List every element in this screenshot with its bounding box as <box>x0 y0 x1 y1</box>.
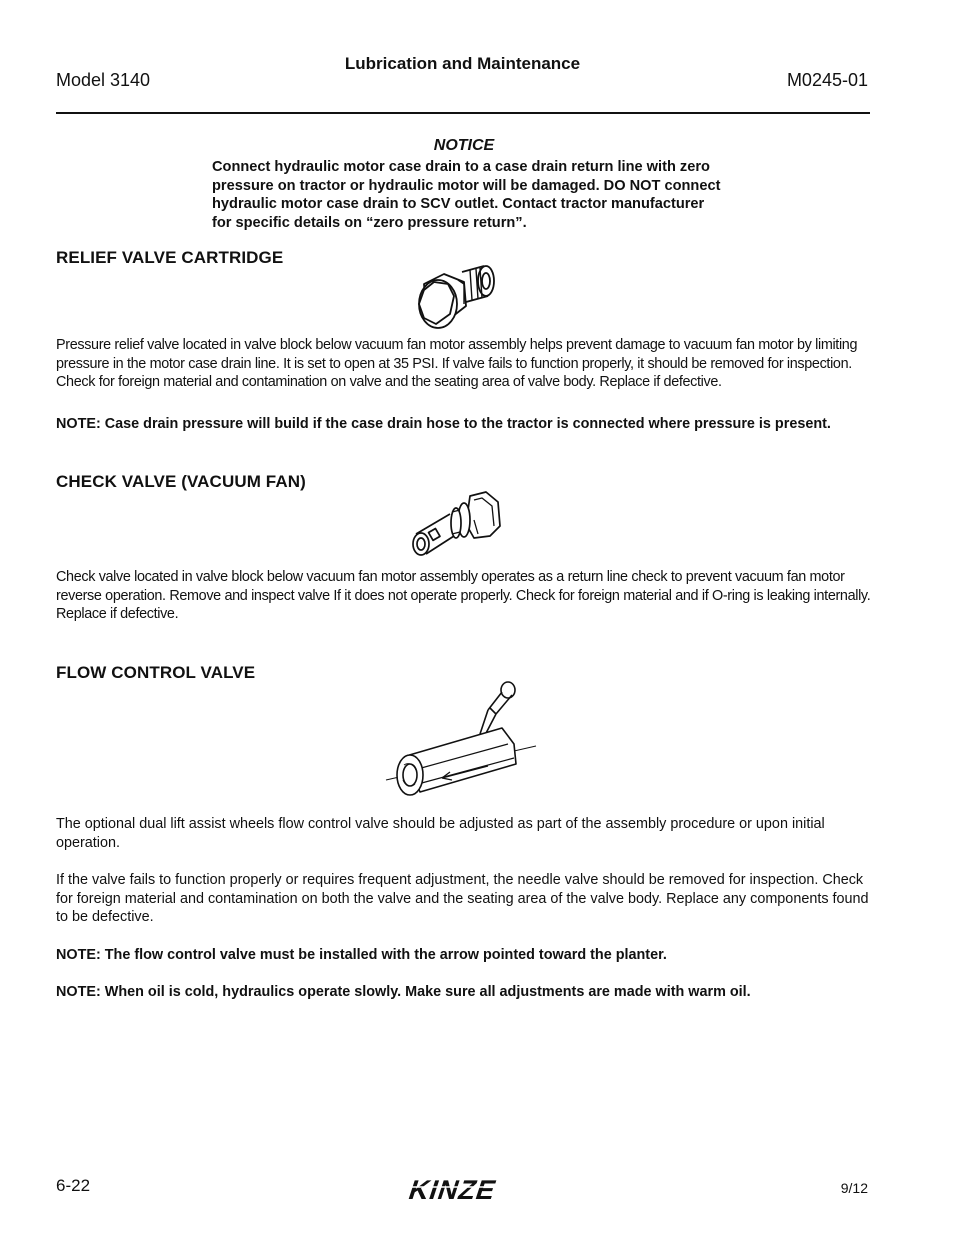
header-divider <box>56 112 870 114</box>
kinze-logo <box>403 1174 527 1209</box>
relief-valve-cartridge-icon <box>414 262 500 337</box>
flow-control-heading: FLOW CONTROL VALVE <box>56 663 256 682</box>
flow-control-note-1: NOTE: The flow control valve must be installed with the arrow pointed toward the planter. <box>56 947 667 963</box>
svg-text:KINZE: KINZE <box>404 1174 501 1205</box>
flow-control-paragraph-1: The optional dual lift assist wheels flow control valve should be adjusted as part of the assembly procedure or upon initial operation. <box>56 816 825 851</box>
check-valve-heading: CHECK VALVE (VACUUM FAN) <box>56 472 306 491</box>
relief-valve-note: NOTE: Case drain pressure will build if the case drain hose to the tractor is connected where pressure is present. <box>56 416 831 432</box>
flow-control-paragraph-2: If the valve fails to function properly or requires frequent adjustment, the needle valve should be removed for inspection. Check for foreign material and contamination on both the valve and the seating area of the valve body. Replace any components found to be defective. <box>56 872 869 926</box>
flow-control-valve-icon <box>384 680 538 809</box>
revision-date: 9/12 <box>840 1180 868 1196</box>
document-number: M0245-01 <box>786 70 868 90</box>
check-valve-paragraph: Check valve located in valve block below vacuum fan motor assembly operates as a return line check to prevent vacuum fan motor reverse operation. Remove and inspect valve If it does not operate properly. Check for foreign material and if O-ring is leaking internally. Replace if defective. <box>56 569 871 623</box>
model-label: Model 3140 <box>56 70 151 90</box>
relief-valve-paragraph: Pressure relief valve located in valve block below vacuum fan motor assembly helps prevent damage to vacuum fan motor by limiting pressure in the motor case drain line. It is set to open at 35 PSI. If valve fails to function properly, it should be removed for inspection. Check for foreign material and contamination on valve and the seating area of valve body. Replace if defective. <box>56 337 858 391</box>
section-title: Lubrication and Maintenance <box>344 54 581 73</box>
check-valve-icon <box>408 490 504 565</box>
page-number: 6-22 <box>56 1176 91 1195</box>
notice-body: Connect hydraulic motor case drain to a case drain return line with zero pressure on tractor or hydraulic motor will be damaged. DO NOT connect hydraulic motor case drain to SCV outlet. Contact tractor manufacturer for specific details on “zero pressure return”. <box>212 159 721 231</box>
relief-valve-heading: RELIEF VALVE CARTRIDGE <box>56 248 284 267</box>
flow-control-note-2: NOTE: When oil is cold, hydraulics operate slowly. Make sure all adjustments are made with warm oil. <box>56 984 751 1000</box>
notice-title: NOTICE <box>433 137 495 154</box>
